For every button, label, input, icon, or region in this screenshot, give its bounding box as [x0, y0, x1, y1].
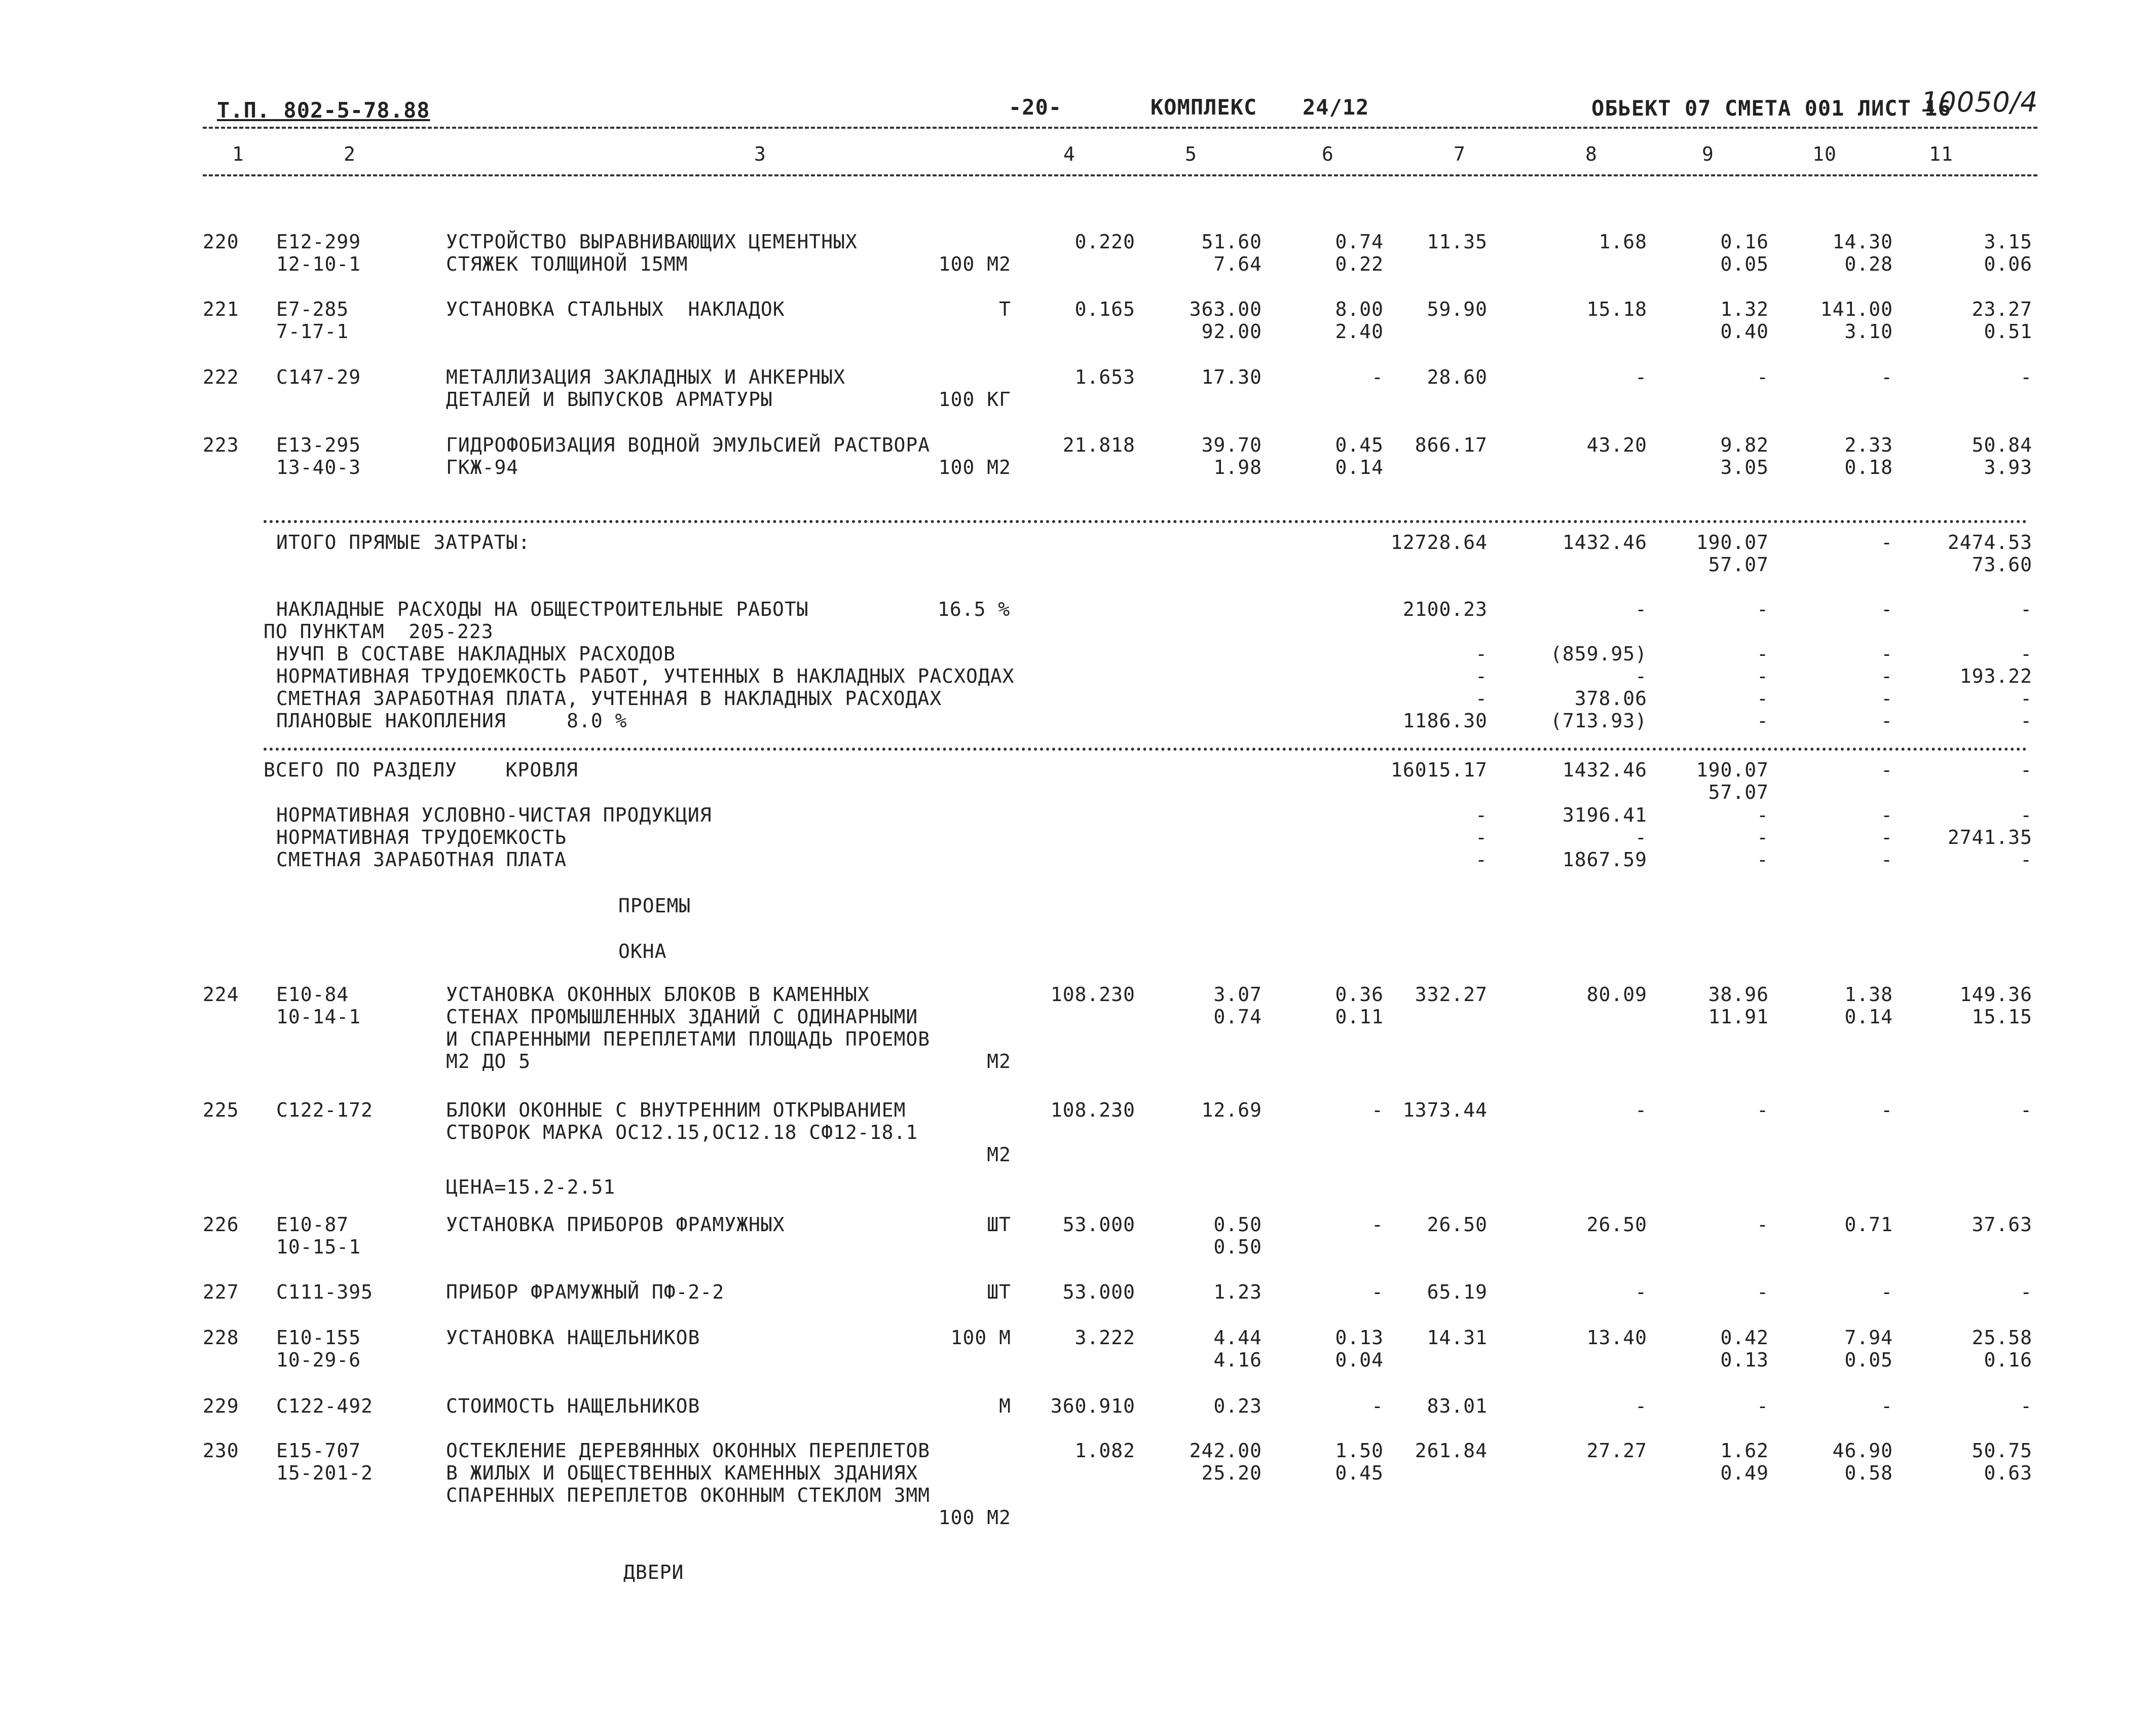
unit-wage: 0.14 — [1335, 456, 1384, 478]
dotted-separator — [264, 748, 2027, 751]
overhead-items: ПО ПУНКТАМ 205-223 — [264, 620, 494, 643]
work-description: БЛОКИ ОКОННЫЕ С ВНУТРЕННИМ ОТКРЫВАНИЕМ — [446, 1099, 906, 1121]
norm-code: 13-40-3 — [276, 456, 361, 478]
total-wage: 1.68 — [1599, 231, 1647, 253]
itogo-wage: 1432.46 — [1562, 531, 1647, 553]
unit: Т — [999, 298, 1011, 320]
labor-hours: 0.71 — [1844, 1213, 1893, 1236]
machine-cost: 0.49 — [1720, 1462, 1769, 1484]
total-cost: 332.27 — [1415, 983, 1488, 1006]
unit: М — [999, 1395, 1011, 1417]
unit-cost: 242.00 — [1189, 1439, 1262, 1462]
vsego-sub-c7: - — [1475, 848, 1488, 871]
machine-cost: - — [1757, 1099, 1769, 1121]
labor-hours: 2.33 — [1844, 434, 1893, 456]
labor-hours: 1.38 — [1844, 983, 1893, 1006]
overhead-sub-c8: 378.06 — [1574, 687, 1647, 710]
overhead-sub-c8: (859.95) — [1550, 643, 1647, 665]
norm-code: 15-201-2 — [276, 1462, 374, 1484]
handwritten-stamp: 10050/4 — [1921, 86, 2038, 118]
norm-code: Е13-295 — [276, 434, 361, 456]
unit-cost: 363.00 — [1189, 298, 1262, 320]
total-labor: - — [2020, 1281, 2032, 1303]
total-cost: 59.90 — [1427, 298, 1488, 320]
labor-hours: 0.18 — [1844, 456, 1893, 478]
overhead-sub-c7: 1186.30 — [1402, 710, 1488, 732]
labor-hours: 0.58 — [1844, 1462, 1893, 1484]
labor-hours: 0.05 — [1844, 1349, 1893, 1371]
unit-cost: 25.20 — [1201, 1462, 1262, 1484]
vsego-label: ВСЕГО ПО РАЗДЕЛУ КРОВЛЯ — [264, 759, 578, 781]
unit: ШТ — [987, 1213, 1011, 1236]
work-description: ДЕТАЛЕЙ И ВЫПУСКОВ АРМАТУРЫ — [446, 388, 773, 411]
row-number: 228 — [203, 1326, 239, 1349]
norm-code: 10-15-1 — [276, 1236, 361, 1258]
labor-hours: 141.00 — [1820, 298, 1893, 320]
unit-cost: 4.16 — [1213, 1349, 1262, 1371]
overhead-sub-c11: - — [2020, 687, 2032, 710]
vsego-sub-c10: - — [1881, 848, 1893, 871]
norm-code: 10-14-1 — [276, 1006, 361, 1028]
quantity: 1.082 — [1074, 1439, 1135, 1462]
overhead-sub-c8: - — [1635, 665, 1647, 687]
total-wage: 13.40 — [1586, 1326, 1647, 1349]
total-labor: 0.16 — [1984, 1349, 2032, 1371]
norm-code: С111-395 — [276, 1281, 374, 1303]
overhead-c8: - — [1635, 598, 1647, 620]
total-cost: 28.60 — [1427, 366, 1488, 388]
vsego-sub-c7: - — [1475, 804, 1488, 826]
column-header-7: 7 — [1454, 143, 1466, 165]
total-cost: 261.84 — [1415, 1439, 1488, 1462]
vsego-sub-c7: - — [1475, 826, 1488, 848]
unit-wage: 0.22 — [1335, 253, 1384, 275]
total-cost: 26.50 — [1427, 1213, 1488, 1236]
unit-wage: 0.36 — [1335, 983, 1384, 1006]
vsego-sub-c10: - — [1881, 804, 1893, 826]
quantity: 108.230 — [1050, 1099, 1135, 1121]
vsego-sub-c8: - — [1635, 826, 1647, 848]
labor-hours: - — [1881, 366, 1893, 388]
unit: 100 М2 — [938, 253, 1011, 275]
vsego-c8: 1432.46 — [1562, 759, 1647, 781]
machine-cost: - — [1757, 366, 1769, 388]
norm-code: Е15-707 — [276, 1439, 361, 1462]
total-labor: 15.15 — [1972, 1006, 2032, 1028]
doc-code: Т.П. 802-5-78.88 — [217, 98, 430, 123]
vsego-sub-c10: - — [1881, 826, 1893, 848]
total-wage: - — [1635, 366, 1647, 388]
overhead-percent: 16.5 % — [938, 598, 1011, 620]
page-number: -20- — [1009, 95, 1062, 120]
itogo-total-labor: 73.60 — [1972, 553, 2032, 576]
object-info: ОБЬЕКТ 07 СМЕТА 001 ЛИСТ 16 — [1591, 96, 1951, 121]
itogo-machine: 190.07 — [1696, 531, 1769, 553]
unit-wage: 2.40 — [1335, 320, 1384, 343]
labor-hours: 46.90 — [1832, 1439, 1893, 1462]
total-labor: 0.06 — [1984, 253, 2032, 275]
unit-cost: 1.23 — [1213, 1281, 1262, 1303]
work-description: В ЖИЛЫХ И ОБЩЕСТВЕННЫХ КАМЕННЫХ ЗДАНИЯХ — [446, 1462, 918, 1484]
norm-code: Е10-84 — [276, 983, 349, 1006]
overhead-c10: - — [1881, 598, 1893, 620]
overhead-c11: - — [2020, 598, 2032, 620]
norm-code: 10-29-6 — [276, 1349, 361, 1371]
overhead-sub-c11: - — [2020, 710, 2032, 732]
vsego-c9: 190.07 — [1696, 759, 1769, 781]
overhead-sub-c10: - — [1881, 687, 1893, 710]
machine-cost: 3.05 — [1720, 456, 1769, 478]
overhead-sub-c7: - — [1475, 643, 1488, 665]
column-header-9: 9 — [1702, 143, 1714, 165]
vsego-c9: 57.07 — [1708, 781, 1769, 803]
overhead-sub-label: СМЕТНАЯ ЗАРАБОТНАЯ ПЛАТА, УЧТЕННАЯ В НАКЛАДНЫХ РАСХОДАХ — [276, 687, 942, 710]
unit-wage: - — [1371, 1213, 1384, 1236]
unit: ШТ — [987, 1281, 1011, 1303]
work-description: СТВОРОК МАРКА ОС12.15,ОС12.18 СФ12-18.1 — [446, 1121, 918, 1143]
work-description: И СПАРЕННЫМИ ПЕРЕПЛЕТАМИ ПЛОЩАДЬ ПРОЕМОВ — [446, 1028, 931, 1050]
work-description: ГИДРОФОБИЗАЦИЯ ВОДНОЙ ЭМУЛЬСИЕЙ РАСТВОРА — [446, 434, 931, 456]
section-proemy: ПРОЕМЫ — [618, 895, 691, 917]
unit-wage: - — [1371, 1281, 1384, 1303]
total-labor: 3.93 — [1984, 456, 2032, 478]
norm-code: 7-17-1 — [276, 320, 349, 343]
labor-hours: 14.30 — [1832, 231, 1893, 253]
labor-hours: 0.14 — [1844, 1006, 1893, 1028]
total-labor: 37.63 — [1972, 1213, 2032, 1236]
machine-cost: 0.16 — [1720, 231, 1769, 253]
quantity: 53.000 — [1062, 1213, 1135, 1236]
machine-cost: - — [1757, 1395, 1769, 1417]
column-header-8: 8 — [1585, 143, 1597, 165]
total-wage: 27.27 — [1586, 1439, 1647, 1462]
total-labor: 0.63 — [1984, 1462, 2032, 1484]
vsego-sub-c8: 3196.41 — [1562, 804, 1647, 826]
machine-cost: 0.40 — [1720, 320, 1769, 343]
unit-cost: 39.70 — [1201, 434, 1262, 456]
unit: М2 — [987, 1050, 1011, 1073]
labor-hours: 0.28 — [1844, 253, 1893, 275]
machine-cost: 9.82 — [1720, 434, 1769, 456]
total-cost: 1373.44 — [1402, 1099, 1488, 1121]
labor-hours: - — [1881, 1395, 1893, 1417]
overhead-sub-c9: - — [1757, 665, 1769, 687]
work-description: ОСТЕКЛЕНИЕ ДЕРЕВЯННЫХ ОКОННЫХ ПЕРЕПЛЕТОВ — [446, 1439, 931, 1462]
column-header-3: 3 — [754, 143, 766, 165]
vsego-sub-c9: - — [1757, 848, 1769, 871]
column-header-2: 2 — [344, 143, 356, 165]
row-number: 227 — [203, 1281, 239, 1303]
unit-cost: 1.98 — [1213, 456, 1262, 478]
total-wage: - — [1635, 1099, 1647, 1121]
unit-wage: - — [1371, 366, 1384, 388]
unit-cost: 17.30 — [1201, 366, 1262, 388]
total-cost: 14.31 — [1427, 1326, 1488, 1349]
quantity: 0.165 — [1074, 298, 1135, 320]
work-description: СТЯЖЕК ТОЛЩИНОЙ 15ММ — [446, 253, 688, 275]
unit-wage: 0.11 — [1335, 1006, 1384, 1028]
overhead-sub-c8: (713.93) — [1550, 710, 1647, 732]
labor-hours: 7.94 — [1844, 1326, 1893, 1349]
quantity: 21.818 — [1062, 434, 1135, 456]
labor-hours: - — [1881, 1281, 1893, 1303]
vsego-sub-c11: - — [2020, 848, 2032, 871]
vsego-sub-c8: 1867.59 — [1562, 848, 1647, 871]
total-cost: 866.17 — [1415, 434, 1488, 456]
overhead-label: НАКЛАДНЫЕ РАСХОДЫ НА ОБЩЕСТРОИТЕЛЬНЫЕ РАБОТЫ — [276, 598, 809, 620]
vsego-c11: - — [2020, 759, 2032, 781]
total-labor: 25.58 — [1972, 1326, 2032, 1349]
quantity: 3.222 — [1074, 1326, 1135, 1349]
total-labor: 23.27 — [1972, 298, 2032, 320]
row-number: 223 — [203, 434, 239, 456]
total-labor: 3.15 — [1984, 231, 2032, 253]
overhead-c9: - — [1757, 598, 1769, 620]
unit: 100 М — [950, 1326, 1011, 1349]
header-rule — [203, 127, 2037, 129]
total-wage: - — [1635, 1281, 1647, 1303]
unit-cost: 12.69 — [1201, 1099, 1262, 1121]
work-description: УСТАНОВКА ОКОННЫХ БЛОКОВ В КАМЕННЫХ — [446, 983, 870, 1006]
work-description: УСТРОЙСТВО ВЫРАВНИВАЮЩИХ ЦЕМЕНТНЫХ — [446, 231, 858, 253]
itogo-label: ИТОГО ПРЯМЫЕ ЗАТРАТЫ: — [276, 531, 531, 553]
norm-code: Е10-155 — [276, 1326, 361, 1349]
total-labor: 0.51 — [1984, 320, 2032, 343]
norm-code: Е10-87 — [276, 1213, 349, 1236]
overhead-sub-label: ПЛАНОВЫЕ НАКОПЛЕНИЯ 8.0 % — [276, 710, 627, 732]
unit: 100 М2 — [938, 1506, 1011, 1529]
row-number: 222 — [203, 366, 239, 388]
unit-wage: 0.13 — [1335, 1326, 1384, 1349]
unit-wage: - — [1371, 1099, 1384, 1121]
machine-cost: 1.32 — [1720, 298, 1769, 320]
total-wage: 26.50 — [1586, 1213, 1647, 1236]
column-header-6: 6 — [1322, 143, 1334, 165]
overhead-c7: 2100.23 — [1402, 598, 1488, 620]
total-labor: - — [2020, 366, 2032, 388]
overhead-sub-c10: - — [1881, 710, 1893, 732]
quantity: 53.000 — [1062, 1281, 1135, 1303]
labor-hours: 3.10 — [1844, 320, 1893, 343]
overhead-sub-c9: - — [1757, 687, 1769, 710]
overhead-sub-c9: - — [1757, 643, 1769, 665]
overhead-sub-c11: - — [2020, 643, 2032, 665]
column-header-4: 4 — [1063, 143, 1075, 165]
column-header-5: 5 — [1185, 143, 1197, 165]
total-cost: 65.19 — [1427, 1281, 1488, 1303]
unit-wage: 0.74 — [1335, 231, 1384, 253]
itogo-total-cost: 12728.64 — [1390, 531, 1488, 553]
row-number: 225 — [203, 1099, 239, 1121]
unit-wage: 0.45 — [1335, 1462, 1384, 1484]
vsego-sub-c11: 2741.35 — [1947, 826, 2032, 848]
unit: М2 — [987, 1143, 1011, 1166]
work-description: МЕТАЛЛИЗАЦИЯ ЗАКЛАДНЫХ И АНКЕРНЫХ — [446, 366, 845, 388]
norm-code: С122-172 — [276, 1099, 374, 1121]
machine-cost: 0.42 — [1720, 1326, 1769, 1349]
vsego-sub-label: НОРМАТИВНАЯ УСЛОВНО-ЧИСТАЯ ПРОДУКЦИЯ — [276, 804, 712, 826]
overhead-sub-label: НОРМАТИВНАЯ ТРУДОЕМКОСТЬ РАБОТ, УЧТЕННЫХ В НАКЛАДНЫХ РАСХОДАХ — [276, 665, 1015, 687]
norm-code: Е7-285 — [276, 298, 349, 320]
unit-cost: 3.07 — [1213, 983, 1262, 1006]
total-wage: 80.09 — [1586, 983, 1647, 1006]
dotted-separator — [264, 520, 2027, 523]
total-labor: - — [2020, 1099, 2032, 1121]
vsego-c10: - — [1881, 759, 1893, 781]
total-cost: 83.01 — [1427, 1395, 1488, 1417]
row-number: 224 — [203, 983, 239, 1006]
machine-cost: 0.13 — [1720, 1349, 1769, 1371]
row-number: 230 — [203, 1439, 239, 1462]
machine-cost: - — [1757, 1281, 1769, 1303]
quantity: 0.220 — [1074, 231, 1135, 253]
overhead-sub-c7: - — [1475, 665, 1488, 687]
total-wage: 15.18 — [1586, 298, 1647, 320]
row-number: 220 — [203, 231, 239, 253]
overhead-sub-c11: 193.22 — [1959, 665, 2032, 687]
quantity: 1.653 — [1074, 366, 1135, 388]
work-description: ПРИБОР ФРАМУЖНЫЙ ПФ-2-2 — [446, 1281, 725, 1303]
unit-cost: 0.23 — [1213, 1395, 1262, 1417]
work-description: УСТАНОВКА ПРИБОРОВ ФРАМУЖНЫХ — [446, 1213, 785, 1236]
unit-cost: 7.64 — [1213, 253, 1262, 275]
quantity: 360.910 — [1050, 1395, 1135, 1417]
section-okna: ОКНА — [618, 940, 667, 963]
unit: 100 М2 — [938, 456, 1011, 478]
vsego-c7: 16015.17 — [1390, 759, 1488, 781]
work-description: СПАРЕННЫХ ПЕРЕПЛЕТОВ ОКОННЫМ СТЕКЛОМ 3ММ — [446, 1484, 931, 1506]
labor-hours: - — [1881, 1099, 1893, 1121]
total-labor: 149.36 — [1959, 983, 2032, 1006]
total-wage: 43.20 — [1586, 434, 1647, 456]
overhead-sub-c7: - — [1475, 687, 1488, 710]
komplex-value: 24/12 — [1303, 95, 1369, 120]
row-number: 221 — [203, 298, 239, 320]
vsego-sub-c9: - — [1757, 804, 1769, 826]
total-labor: - — [2020, 1395, 2032, 1417]
section-dveri: ДВЕРИ — [623, 1561, 684, 1583]
unit-wage: 0.04 — [1335, 1349, 1384, 1371]
row-number: 226 — [203, 1213, 239, 1236]
column-header-10: 10 — [1812, 143, 1837, 165]
work-description: ЦЕНА=15.2-2.51 — [446, 1176, 616, 1198]
norm-code: С147-29 — [276, 366, 361, 388]
vsego-sub-c9: - — [1757, 826, 1769, 848]
work-description: УСТАНОВКА НАЩЕЛЬНИКОВ — [446, 1326, 700, 1349]
machine-cost: 0.05 — [1720, 253, 1769, 275]
unit-cost: 92.00 — [1201, 320, 1262, 343]
overhead-sub-label: НУЧП В СОСТАВЕ НАКЛАДНЫХ РАСХОДОВ — [276, 643, 676, 665]
norm-code: 12-10-1 — [276, 253, 361, 275]
unit-wage: 8.00 — [1335, 298, 1384, 320]
unit-cost: 4.44 — [1213, 1326, 1262, 1349]
work-description: УСТАНОВКА СТАЛЬНЫХ НАКЛАДОК — [446, 298, 785, 320]
work-description: М2 ДО 5 — [446, 1050, 531, 1073]
komplex-label: КОМПЛЕКС — [1150, 95, 1257, 120]
unit-wage: 1.50 — [1335, 1439, 1384, 1462]
column-header-11: 11 — [1929, 143, 1953, 165]
unit-wage: 0.45 — [1335, 434, 1384, 456]
machine-cost: 11.91 — [1708, 1006, 1769, 1028]
machine-cost: - — [1757, 1213, 1769, 1236]
work-description: СТОИМОСТЬ НАЩЕЛЬНИКОВ — [446, 1395, 700, 1417]
machine-cost: 38.96 — [1708, 983, 1769, 1006]
machine-cost: 1.62 — [1720, 1439, 1769, 1462]
quantity: 108.230 — [1050, 983, 1135, 1006]
column-header-1: 1 — [232, 143, 244, 165]
total-labor: 50.84 — [1972, 434, 2032, 456]
overhead-sub-c10: - — [1881, 643, 1893, 665]
unit-cost: 0.74 — [1213, 1006, 1262, 1028]
work-description: ГКЖ-94 — [446, 456, 519, 478]
total-cost: 11.35 — [1427, 231, 1488, 253]
column-header-rule — [203, 174, 2037, 176]
unit: 100 КГ — [938, 388, 1011, 411]
unit-cost: 0.50 — [1213, 1236, 1262, 1258]
overhead-sub-c9: - — [1757, 710, 1769, 732]
norm-code: С122-492 — [276, 1395, 374, 1417]
norm-code: Е12-299 — [276, 231, 361, 253]
total-wage: - — [1635, 1395, 1647, 1417]
unit-wage: - — [1371, 1395, 1384, 1417]
vsego-sub-c11: - — [2020, 804, 2032, 826]
row-number: 229 — [203, 1395, 239, 1417]
unit-cost: 51.60 — [1201, 231, 1262, 253]
work-description: СТЕНАХ ПРОМЫШЛЕННЫХ ЗДАНИЙ С ОДИНАРНЫМИ — [446, 1006, 918, 1028]
vsego-sub-label: НОРМАТИВНАЯ ТРУДОЕМКОСТЬ — [276, 826, 567, 848]
itogo-labor-hours: - — [1881, 531, 1893, 553]
vsego-sub-label: СМЕТНАЯ ЗАРАБОТНАЯ ПЛАТА — [276, 848, 567, 871]
overhead-sub-c10: - — [1881, 665, 1893, 687]
total-labor: 50.75 — [1972, 1439, 2032, 1462]
itogo-total-labor: 2474.53 — [1947, 531, 2032, 553]
itogo-machine: 57.07 — [1708, 553, 1769, 576]
unit-cost: 0.50 — [1213, 1213, 1262, 1236]
